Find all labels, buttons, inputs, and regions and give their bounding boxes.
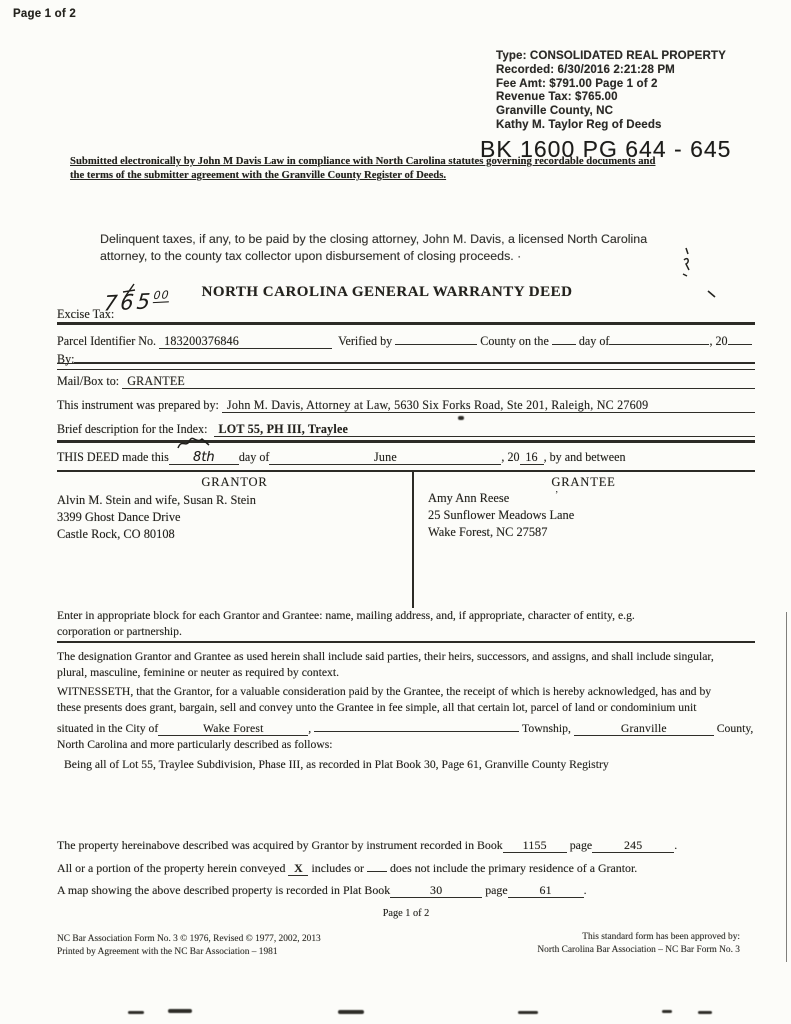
year-blank <box>728 330 752 345</box>
scan-smudge <box>128 1011 144 1014</box>
index-description-row <box>57 422 755 437</box>
enter-block-note <box>57 608 635 641</box>
section-divider <box>57 322 755 325</box>
stamp-register-line: Kathy M. Taylor Reg of Deeds <box>496 117 662 131</box>
stamp-revenue-line: Revenue Tax: $765.00 <box>496 90 618 104</box>
prepared-by-value: John M. Davis, Attorney at Law, 5630 Six Forks Road, Ste 201, Raleigh, NC 27609 <box>222 398 755 413</box>
submitted-line-1: Submitted electronically by John M Davis Law in compliance with North Carolina statutes governing recordable documents and <box>70 155 656 167</box>
residence-middle: includes or <box>311 861 364 875</box>
section-divider <box>57 440 755 443</box>
stamp-county-line: Granville County, NC <box>496 104 614 118</box>
month-blank <box>609 330 709 345</box>
scan-smudge <box>458 416 464 420</box>
ink-tick-artifact <box>706 288 718 300</box>
city-value: Wake Forest <box>158 721 308 736</box>
grantee-street: 25 Sunflower Meadows Lane <box>428 507 575 522</box>
grantee-block <box>428 490 574 540</box>
handwritten-scribble <box>177 436 211 452</box>
mailbox-row <box>57 374 755 389</box>
page-number-footer: Page 1 of 2 <box>382 908 430 919</box>
grantee-header: GRANTEE <box>551 475 616 489</box>
includes-checkbox-mark: X <box>288 861 308 876</box>
by-blank <box>74 348 755 363</box>
does-not-include-blank <box>367 857 387 872</box>
witnesseth-paragraph <box>57 684 755 753</box>
acquired-row <box>57 838 755 853</box>
ink-stray-mark <box>680 246 698 278</box>
grantee-name: Amy Ann Reese <box>428 491 510 505</box>
residence-row <box>57 857 755 876</box>
county-label: County, <box>716 721 754 735</box>
deed-day-value: 8th <box>169 450 239 465</box>
prepared-by-row <box>57 398 755 413</box>
township-blank <box>314 717 519 732</box>
acquired-page-label: page <box>569 838 593 852</box>
designation-line-2: plural, masculine, feminine or neuter as required by context. <box>57 666 340 680</box>
stamp-type-line: Type: CONSOLIDATED REAL PROPERTY <box>496 49 726 62</box>
deed-year-value: 16 <box>520 450 544 465</box>
day-blank <box>552 330 576 345</box>
after-city-comma: , <box>308 721 312 735</box>
submitted-notice <box>70 154 720 182</box>
designation-note <box>57 649 714 682</box>
stamp-recorded-line: Recorded: 6/30/2016 2:21:28 PM <box>496 62 675 76</box>
acquired-suffix: . <box>674 838 678 852</box>
plat-row <box>57 883 755 898</box>
ink-paraph-mark <box>122 283 138 299</box>
grantor-header: GRANTOR <box>201 475 268 489</box>
plat-book-value: 30 <box>390 883 482 898</box>
city-of-label: situated in the City of <box>57 721 159 735</box>
acquired-page-value: 245 <box>592 838 674 853</box>
submitted-line-2: the terms of the submitter agreement with the Granville County Register of Deeds. <box>70 169 447 181</box>
deed-date-row <box>57 450 755 465</box>
excise-tax-label: Excise Tax: <box>57 307 115 321</box>
grantor-city-state: Castle Rock, CO 80108 <box>57 526 175 541</box>
stamp-fee-line: Fee Amt: $791.00 Page 1 of 2 <box>496 76 658 90</box>
scan-smudge <box>338 1010 364 1014</box>
parcel-id-value: 183200376846 <box>159 334 332 349</box>
witnesseth-line-1: WITNESSETH, that the Grantor, for a valuable consideration paid by the Grantee, the receipt of which is hereby acknowledged, has and by <box>57 685 712 698</box>
page-number-top: Page 1 of 2 <box>13 8 76 20</box>
scan-smudge <box>518 1011 538 1014</box>
form-credit-right-line-1: This standard form has been approved by: <box>582 932 740 942</box>
book-page-stamp: BK 1600 PG 644 - 645 <box>480 136 732 162</box>
day-of-label: day of <box>578 334 610 348</box>
plat-page-value: 61 <box>508 883 584 898</box>
verified-by-blank <box>395 330 477 345</box>
township-label: Township, <box>522 721 571 735</box>
document-title: NORTH CAROLINA GENERAL WARRANTY DEED <box>201 284 573 300</box>
county-value: Granville <box>574 721 714 736</box>
delinquent-line-2: attorney, to the county tax collector upon disbursement of closing proceeds. · <box>100 248 522 263</box>
grantor-name: Alvin M. Stein and wife, Susan R. Stein <box>57 493 256 507</box>
form-credit-left-line-2: Printed by Agreement with the NC Bar Association – 1981 <box>57 946 278 957</box>
verified-by-label: Verified by <box>338 334 393 348</box>
by-label: By: <box>57 352 75 366</box>
scan-edge-artifact <box>786 612 787 962</box>
index-label: Brief description for the Index: <box>57 422 208 436</box>
grantor-street: 3399 Ghost Dance Drive <box>57 509 181 524</box>
grantor-block <box>57 492 256 542</box>
recording-stamp <box>496 49 726 132</box>
scan-smudge <box>698 1011 712 1014</box>
parcel-identifier-row <box>57 330 755 349</box>
parties-table-top-rule <box>57 470 755 472</box>
designation-line-1: The designation Grantor and Grantee as used herein shall include said parties, their heirs, successors, and assigns, and shall include singular, <box>57 650 714 663</box>
scan-smudge <box>662 1010 672 1013</box>
delinquent-line-1: Delinquent taxes, if any, to be paid by the closing attorney, John M. Davis, a licensed North Carolina <box>100 232 648 246</box>
index-value: LOT 55, PH III, Traylee <box>214 422 756 437</box>
plat-page-label: page <box>485 883 508 897</box>
form-credit-right <box>455 931 740 956</box>
residence-suffix: does not include the primary residence of a Grantor. <box>389 861 638 875</box>
deed-day-of-label: day of <box>238 450 270 464</box>
form-credit-left <box>57 933 321 958</box>
witnesseth-line-2: these presents does grant, bargain, sell and convey unto the Grantee in fee simple, all that certain lot, parcel of land or condominium unit <box>57 701 697 715</box>
witnesseth-line-4: North Carolina and more particularly described as follows: <box>57 737 333 751</box>
section-divider <box>57 363 755 370</box>
form-credit-right-line-2: North Carolina Bar Association – NC Bar Form No. 3 <box>537 944 740 955</box>
excise-tax-handwritten-value: $765^{00}$ <box>102 288 171 316</box>
parties-table-divider <box>412 470 414 608</box>
enter-note-line-1: Enter in appropriate block for each Grantor and Grantee: name, mailing address, and, if appropriate, character of entity, e.g. <box>57 609 635 622</box>
prepared-by-label: This instrument was prepared by: <box>57 398 219 412</box>
legal-description: Being all of Lot 55, Traylee Subdivision, Phase III, as recorded in Plat Book 30, Page 61, Granville County Registry <box>64 758 609 771</box>
deed-date-suffix: , by and between <box>543 450 626 464</box>
scan-smudge <box>168 1009 192 1013</box>
deed-year-prefix: , 20 <box>501 450 520 464</box>
plat-prefix: A map showing the above described property is recorded in Plat Book <box>57 883 391 897</box>
witnesseth-line-3 <box>57 717 755 737</box>
grantee-city-state: Wake Forest, NC 27587 <box>428 524 548 539</box>
year-prefix-label: , 20 <box>709 334 728 348</box>
enter-note-line-2: corporation or partnership. <box>57 625 182 639</box>
acquired-prefix: The property hereinabove described was acquired by Grantor by instrument recorded in Book <box>57 838 503 852</box>
residence-prefix: All or a portion of the property herein conveyed <box>57 861 286 875</box>
ink-tick-mark: ’ <box>555 490 559 501</box>
parcel-id-label: Parcel Identifier No. <box>57 334 157 348</box>
mailbox-value: GRANTEE <box>122 374 755 389</box>
deed-month-value: June <box>269 450 501 465</box>
section-divider <box>57 641 755 643</box>
form-credit-left-line-1: NC Bar Association Form No. 3 © 1976, Revised © 1977, 2002, 2013 <box>57 934 321 944</box>
deed-date-prefix: THIS DEED made this <box>57 450 169 464</box>
mailbox-label: Mail/Box to: <box>57 374 120 388</box>
plat-suffix: . <box>583 883 587 897</box>
county-on-label: County on the <box>480 334 549 348</box>
delinquent-taxes-note <box>100 231 647 264</box>
acquired-book-value: 1155 <box>503 838 567 853</box>
